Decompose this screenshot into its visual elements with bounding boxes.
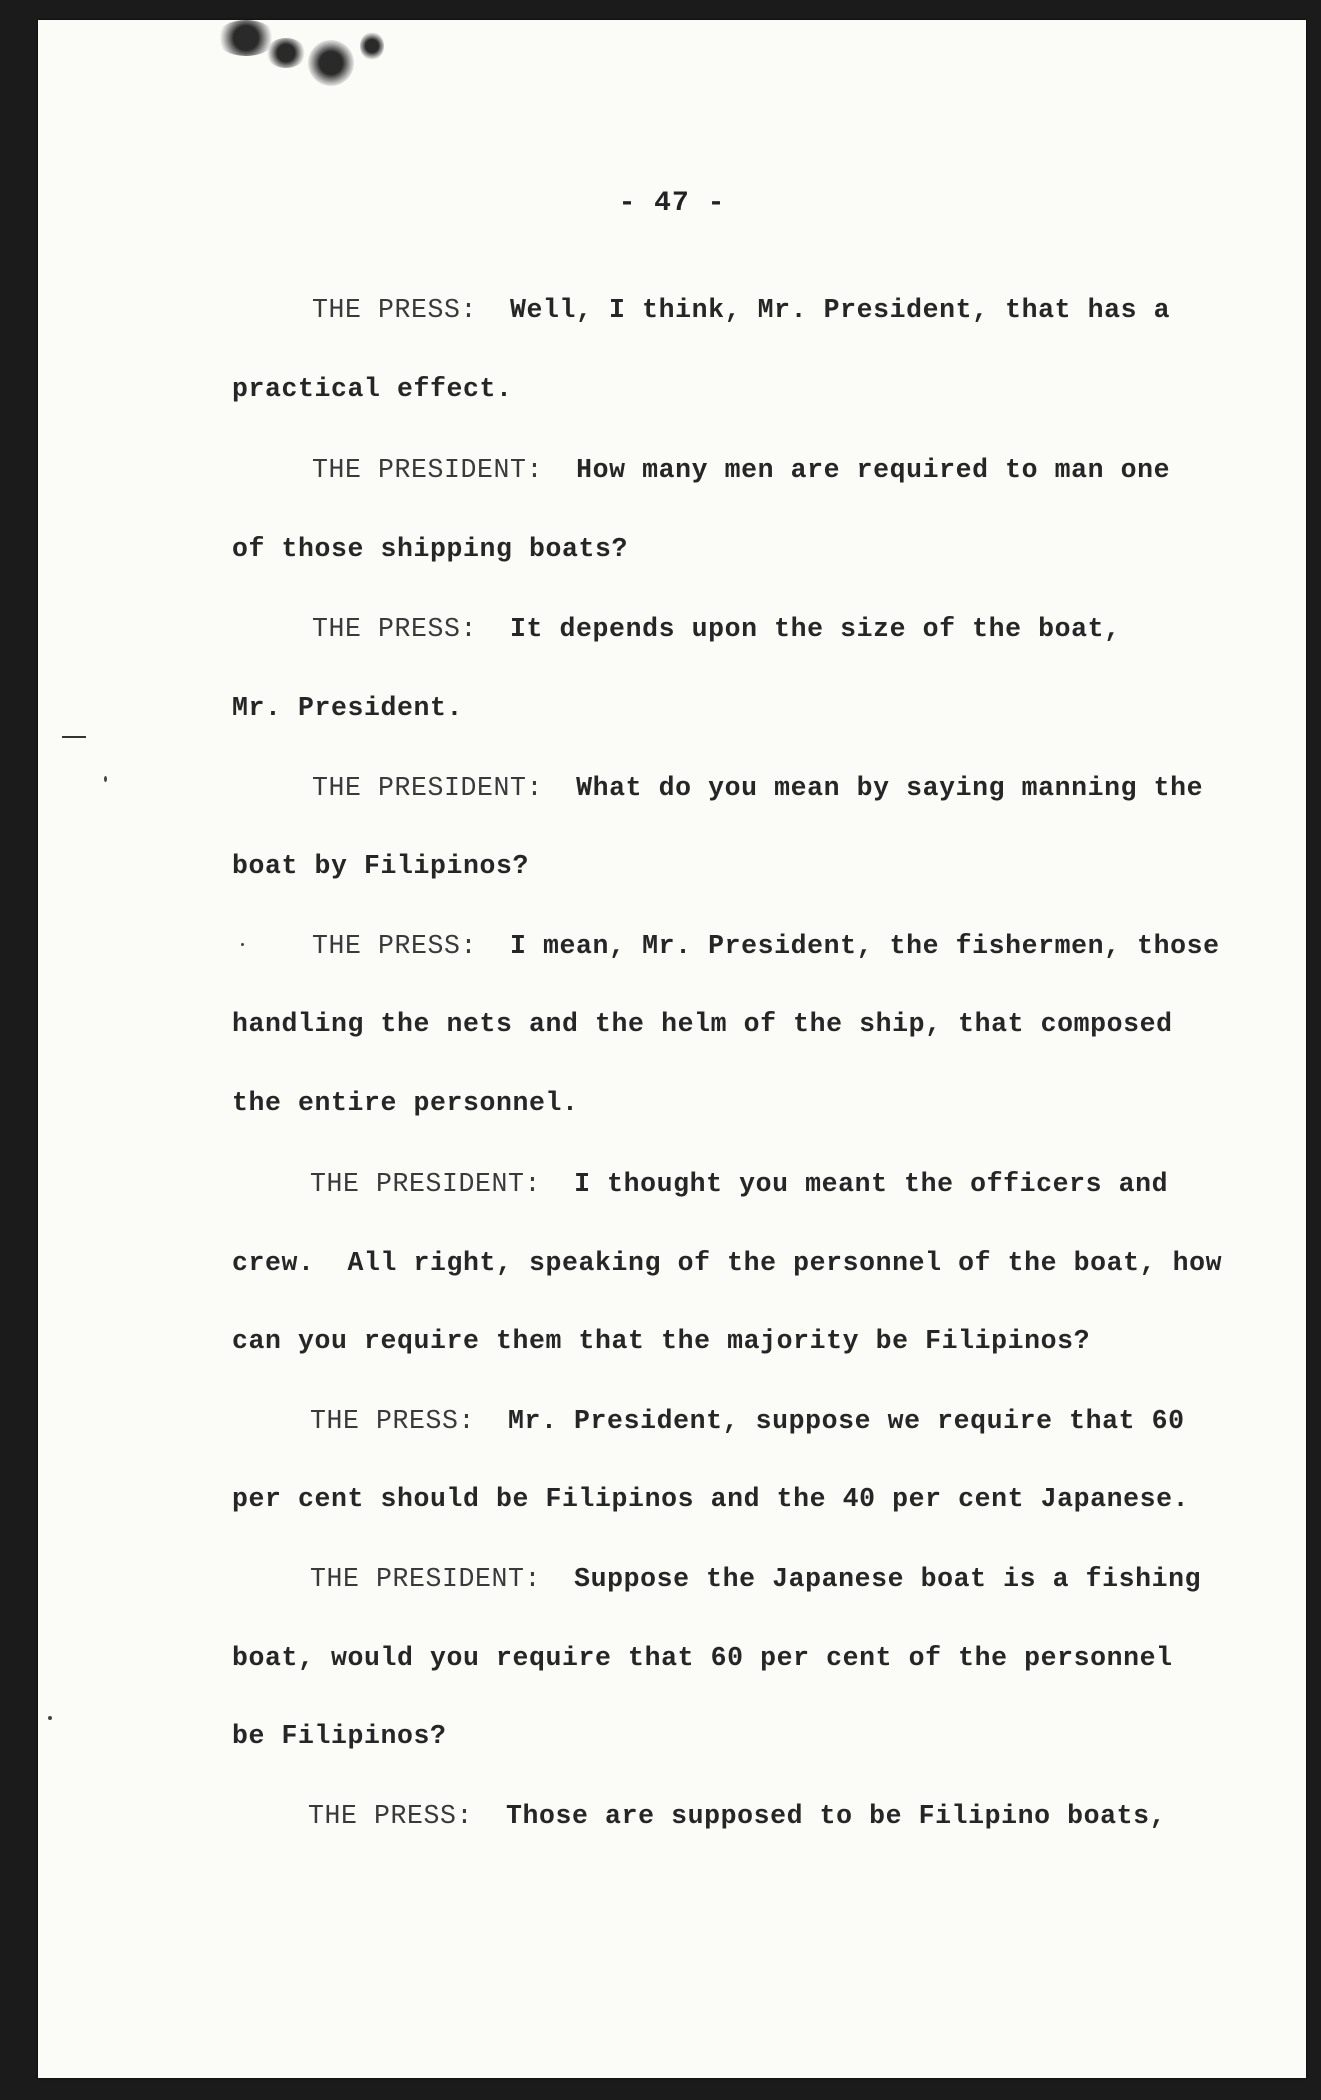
speaker-label: THE PRESS: bbox=[312, 295, 478, 325]
page-speck bbox=[241, 943, 244, 946]
dialogue-text: I thought you meant the officers and bbox=[574, 1169, 1169, 1199]
paragraph-6-line-3: can you require them that the majority be Filipinos? bbox=[232, 1326, 1091, 1356]
paragraph-8-line-1 bbox=[310, 1563, 1201, 1595]
dialogue-text: What do you mean by saying manning the bbox=[576, 773, 1204, 803]
speaker-label: THE PRESIDENT: bbox=[310, 1564, 542, 1594]
paragraph-3-line-1 bbox=[312, 613, 1121, 645]
paragraph-4-line-1 bbox=[312, 772, 1203, 804]
ink-smudge bbox=[360, 32, 384, 60]
paragraph-6-line-1 bbox=[310, 1168, 1168, 1200]
paragraph-2-line-2: of those shipping boats? bbox=[232, 534, 629, 564]
paragraph-7-line-1 bbox=[310, 1405, 1185, 1437]
paragraph-7-line-2: per cent should be Filipinos and the 40 per cent Japanese. bbox=[232, 1484, 1190, 1514]
dialogue-text: Well, I think, Mr. President, that has a bbox=[510, 295, 1171, 325]
speaker-label: THE PRESS: bbox=[310, 1406, 476, 1436]
speaker-label: THE PRESS: bbox=[308, 1801, 474, 1831]
speaker-label: THE PRESS: bbox=[312, 614, 478, 644]
paragraph-8-line-3: be Filipinos? bbox=[232, 1721, 447, 1751]
margin-speck bbox=[48, 1716, 52, 1720]
dialogue-text: It depends upon the size of the boat, bbox=[510, 614, 1121, 644]
paragraph-6-line-2: crew. All right, speaking of the personnel of the boat, how bbox=[232, 1248, 1223, 1278]
paragraph-5-line-2: handling the nets and the helm of the ship, that composed bbox=[232, 1009, 1173, 1039]
dialogue-text: Those are supposed to be Filipino boats, bbox=[506, 1801, 1167, 1831]
speaker-label: THE PRESS: bbox=[312, 931, 478, 961]
dialogue-text: Suppose the Japanese boat is a fishing bbox=[574, 1564, 1202, 1594]
paragraph-2-line-1 bbox=[312, 454, 1170, 486]
speaker-label: THE PRESIDENT: bbox=[310, 1169, 542, 1199]
paragraph-5-line-3: the entire personnel. bbox=[232, 1088, 579, 1118]
paragraph-8-line-2: boat, would you require that 60 per cent of the personnel bbox=[232, 1643, 1173, 1673]
speaker-label: THE PRESIDENT: bbox=[312, 455, 544, 485]
ink-smudge bbox=[266, 38, 306, 68]
typed-page bbox=[38, 20, 1306, 2078]
dialogue-text: I mean, Mr. President, the fishermen, those bbox=[510, 931, 1220, 961]
paragraph-1-line-1 bbox=[312, 294, 1170, 326]
margin-speck bbox=[104, 776, 107, 782]
ink-smudge bbox=[308, 40, 354, 86]
dialogue-text: How many men are required to man one bbox=[576, 455, 1171, 485]
paragraph-1-line-2: practical effect. bbox=[232, 374, 513, 404]
paragraph-5-line-1 bbox=[312, 930, 1220, 962]
dialogue-text: Mr. President, suppose we require that 60 bbox=[508, 1406, 1185, 1436]
speaker-label: THE PRESIDENT: bbox=[312, 773, 544, 803]
paragraph-9-line-1 bbox=[308, 1800, 1166, 1832]
paragraph-3-line-2: Mr. President. bbox=[232, 693, 464, 723]
paragraph-4-line-2: boat by Filipinos? bbox=[232, 851, 530, 881]
margin-mark bbox=[62, 736, 86, 738]
page-number: - 47 - bbox=[618, 188, 726, 219]
